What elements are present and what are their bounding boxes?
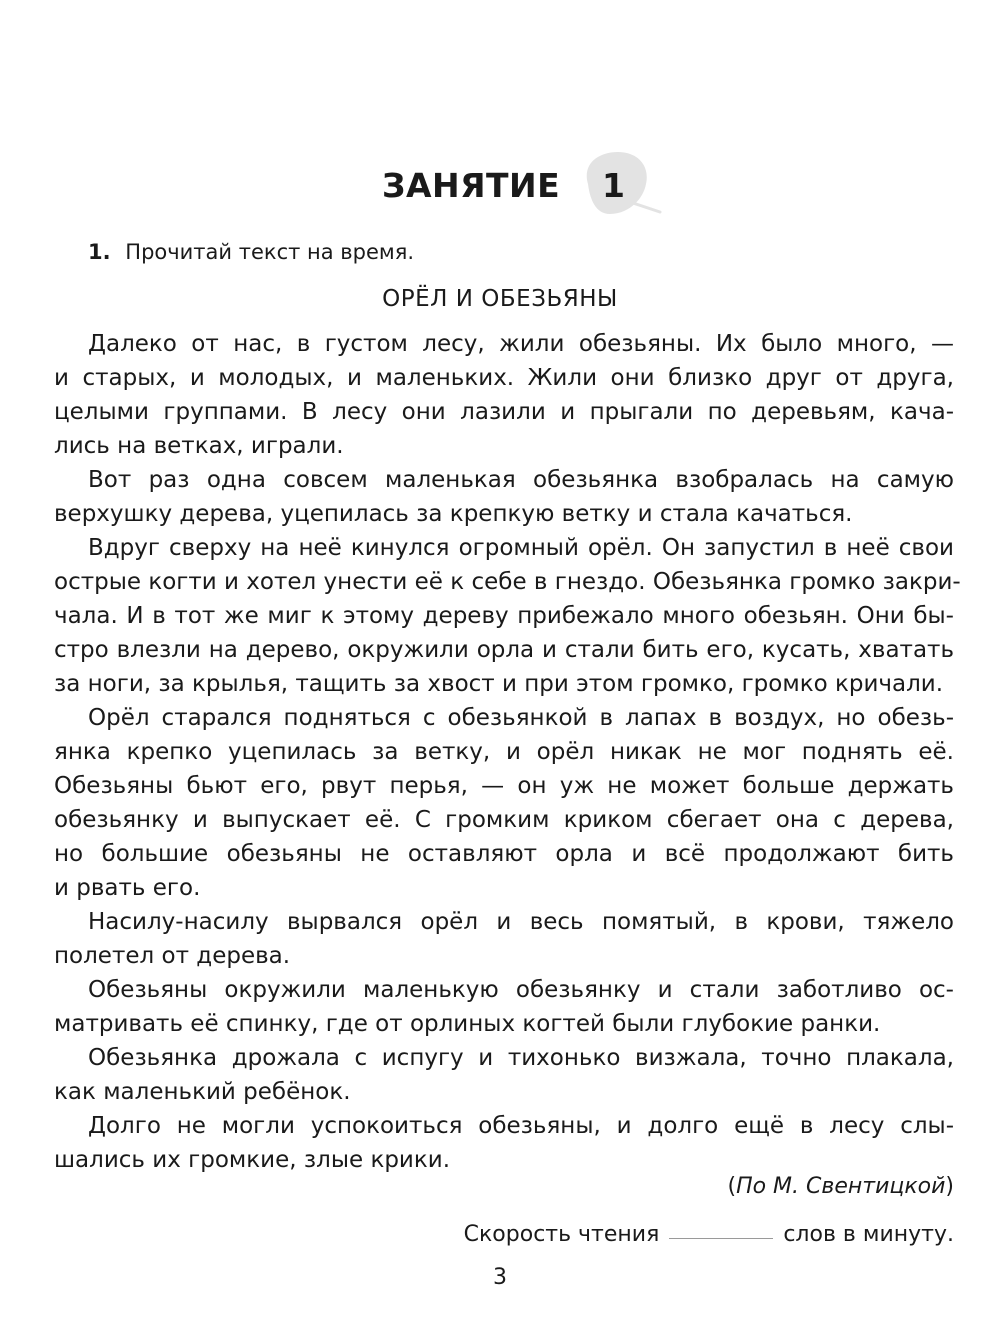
story-line: чала. И в тот же миг к этому дереву прибежало много обезьян. Они бы- bbox=[54, 603, 954, 629]
story-line: целыми группами. В лесу они лазили и прыгали по деревьям, кача- bbox=[54, 399, 954, 425]
task-number: 1. bbox=[88, 240, 111, 264]
reading-speed-line bbox=[464, 1222, 954, 1247]
story-line: шались их громкие, злые крики. bbox=[54, 1147, 451, 1173]
story-line: Орёл старался подняться с обезьянкой в лапах в воздух, но обезь- bbox=[88, 705, 954, 731]
story-line: Обезьяны окружили маленькую обезьянку и стали заботливо ос- bbox=[88, 977, 954, 1003]
story-line: и старых, и молодых, и маленьких. Жили они близко друг от друга, bbox=[54, 365, 954, 391]
story-line: Далеко от нас, в густом лесу, жили обезьяны. Их было много, — bbox=[88, 331, 954, 357]
reading-speed-label: Скорость чтения bbox=[463, 1222, 660, 1247]
story-line: верхушку дерева, уцепилась за крепкую ветку и стала качаться. bbox=[54, 501, 853, 527]
story-text bbox=[54, 327, 961, 1177]
story-line: но большие обезьяны не оставляют орла и всё продолжают бить bbox=[54, 841, 954, 867]
task-text: Прочитай текст на время. bbox=[125, 240, 415, 264]
story-line: Вот раз одна совсем маленькая обезьянка взобралась на самую bbox=[88, 467, 954, 493]
task-instruction bbox=[88, 240, 414, 264]
story-line: Обезьяны бьют его, рвут перья, — он уж не может больше держать bbox=[54, 773, 954, 799]
story-line: и рвать его. bbox=[54, 875, 201, 901]
story-line: Вдруг сверху на неё кинулся огромный орёл. Он запустил в неё свои bbox=[88, 535, 954, 561]
story-line: как маленький ребёнок. bbox=[54, 1079, 351, 1105]
story-line: Обезьянка дрожала с испугу и тихонько визжала, точно плакала, bbox=[88, 1045, 954, 1071]
story-line: за ноги, за крылья, тащить за хвост и при этом громко, громко кричали. bbox=[54, 671, 944, 697]
reading-speed-unit: слов в минуту. bbox=[783, 1222, 954, 1247]
attribution-author: По М. Свентицкой bbox=[736, 1174, 946, 1199]
page-number: 3 bbox=[493, 1265, 507, 1290]
lesson-title: ЗАНЯТИЕ bbox=[382, 166, 561, 205]
story-line: полетел от дерева. bbox=[54, 943, 291, 969]
story-line: Насилу-насилу вырвался орёл и весь помятый, в крови, тяжело bbox=[88, 909, 954, 935]
story-line: стро влезли на дерево, окружили орла и стали бить его, кусать, хватать bbox=[54, 637, 954, 663]
story-line: Долго не могли успокоиться обезьяны, и долго ещё в лесу слы- bbox=[88, 1113, 954, 1139]
attribution bbox=[727, 1174, 954, 1199]
lesson-number: 1 bbox=[602, 166, 625, 205]
story-line: острые когти и хотел унести её к себе в гнездо. Обезьянка громко закри- bbox=[54, 569, 961, 595]
story-line: янка крепко уцепилась за ветку, и орёл никак не мог поднять её. bbox=[54, 739, 954, 765]
attribution-open-paren: ( bbox=[727, 1174, 737, 1199]
story-line: лись на ветках, играли. bbox=[54, 433, 344, 459]
attribution-close-paren: ) bbox=[945, 1174, 954, 1199]
story-line: обезьянку и выпускает её. С громким криком сбегает она с дерева, bbox=[54, 807, 954, 833]
lesson-header bbox=[0, 150, 1000, 230]
story-title: ОРЁЛ И ОБЕЗЬЯНЫ bbox=[382, 286, 618, 312]
story-line: матривать её спинку, где от орлиных когтей были глубокие ранки. bbox=[54, 1011, 881, 1037]
reading-speed-blank[interactable] bbox=[669, 1236, 773, 1239]
